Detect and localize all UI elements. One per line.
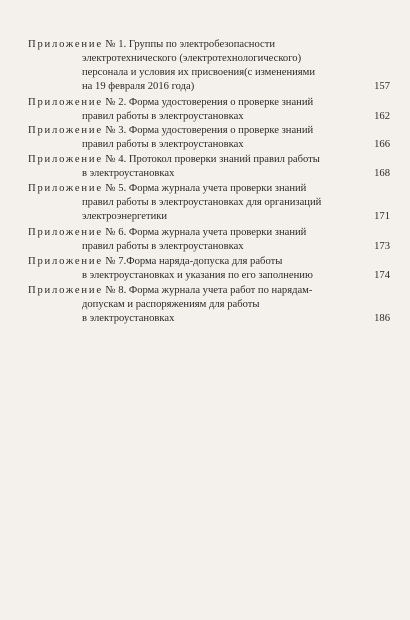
toc-entry-title-line: № 1. Группы по электробезопасности	[105, 39, 276, 50]
toc-entry-title-line: в электроустановках	[82, 168, 175, 179]
toc-entry-prefix: Приложение	[28, 125, 103, 136]
toc-entry-7	[28, 255, 390, 283]
toc-entry-prefix: Приложение	[28, 154, 103, 165]
toc-entry-title-line: правил работы в электроустановках	[82, 139, 244, 150]
toc-entry-title-line: № 4. Протокол проверки знаний правил работы	[105, 154, 320, 165]
toc-page-number: 168	[374, 168, 390, 179]
toc-entry-title-line: правил работы в электроустановках	[82, 111, 244, 122]
toc-entry-title-line: в электроустановках и указания по его заполнению	[82, 270, 313, 281]
toc-entry-prefix: Приложение	[28, 256, 103, 267]
toc-entry-2	[28, 96, 390, 124]
toc-entry-3	[28, 124, 390, 152]
toc-entry-title-line: электротехнического (электротехнологического)	[82, 53, 302, 64]
toc-entry-1	[28, 38, 390, 94]
toc-page-number: 166	[374, 139, 390, 150]
toc-entry-title-line: № 8. Форма журнала учета работ по нарядам-	[105, 285, 313, 296]
toc-entry-title-line: № 5. Форма журнала учета проверки знаний	[105, 183, 307, 194]
toc-entry-prefix: Приложение	[28, 227, 103, 238]
toc-entry-title-line: в электроустановках	[82, 313, 175, 324]
toc-entry-prefix: Приложение	[28, 97, 103, 108]
toc-entry-title-line: допускам и распоряжениям для работы	[82, 299, 260, 310]
toc-entry-prefix: Приложение	[28, 183, 103, 194]
toc-entry-title-line: № 7.Форма наряда-допуска для работы	[105, 256, 283, 267]
toc-entry-title-line: на 19 февраля 2016 года)	[82, 81, 195, 92]
toc-page-number: 173	[374, 241, 390, 252]
toc-entry-title-line: № 3. Форма удостоверения о проверке знаний	[105, 125, 314, 136]
toc-entry-title-line: № 2. Форма удостоверения о проверке знаний	[105, 97, 314, 108]
toc-entry-prefix: Приложение	[28, 39, 103, 50]
toc-entry-4	[28, 153, 390, 181]
toc-page-number: 157	[374, 81, 390, 92]
toc-entry-title-line: правил работы в электроустановках	[82, 241, 244, 252]
toc-entry-title-line: правил работы в электроустановках для организаций	[82, 197, 322, 208]
toc-page-number: 174	[374, 270, 390, 281]
toc-page-number: 162	[374, 111, 390, 122]
toc-page-number: 171	[374, 211, 390, 222]
toc-entry-title-line: персонала и условия их присвоения(с изменениями	[82, 67, 316, 78]
toc-entry-6	[28, 226, 390, 254]
toc-entry-5	[28, 182, 390, 224]
toc-entry-8	[28, 284, 390, 326]
toc-page-number: 186	[374, 313, 390, 324]
toc-entry-title-line: № 6. Форма журнала учета проверки знаний	[105, 227, 307, 238]
toc-entry-prefix: Приложение	[28, 285, 103, 296]
toc-entry-title-line: электроэнергетики	[82, 211, 168, 222]
